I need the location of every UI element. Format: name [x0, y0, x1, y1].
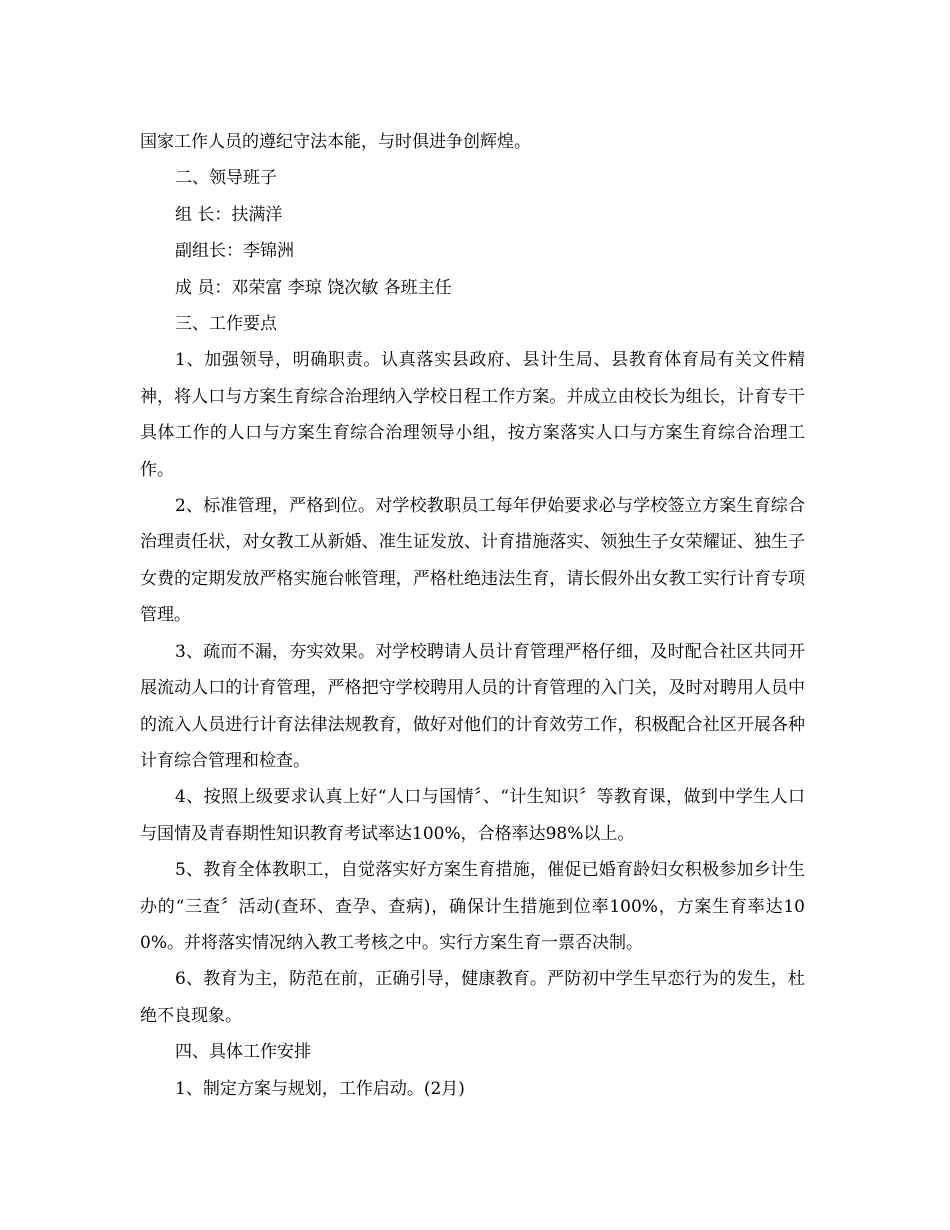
key-point-4: 4、按照上级要求认真上好“人口与国情〞、“计生知识〞等教育课，做到中学生人口与国情及青春期性知识教育考试率达100%，合格率达98%以上。: [140, 787, 805, 844]
key-point-5: 5、教育全体教职工，自觉落实好方案生育措施，催促已婚育龄妇女积极参加乡计生办的“三查〞活动(查环、查孕、查病)，确保计生措施到位率100%，方案生育率达100%。并将落实情况纳入教工考核之中。实行方案生育一票否决制。: [140, 860, 805, 953]
schedule-item-1: 1、制定方案与规划，工作启动。(2月): [175, 1078, 465, 1099]
key-point-6: 6、教育为主，防范在前，正确引导，健康教育。严防初中学生早恋行为的发生，杜绝不良现象。: [140, 969, 805, 1026]
section-heading-schedule: 四、具体工作安排: [175, 1042, 311, 1063]
key-point-2: 2、标准管理，严格到位。对学校教职员工每年伊始要求必与学校签立方案生育综合治理责任状，对女教工从新婚、准生证发放、计育措施落实、领独生子女荣耀证、独生子女费的定期发放严格实施台帐管理，严格杜绝违法生育，请长假外出女教工实行计育专项管理。: [140, 496, 805, 626]
members-line: 成 员：邓荣富 李琼 饶次敏 各班主任: [175, 277, 452, 298]
key-point-3: 3、疏而不漏，夯实效果。对学校聘请人员计育管理严格仔细，及时配合社区共同开展流动人口的计育管理，严格把守学校聘用人员的计育管理的入门关，及时对聘用人员中的流入人员进行计育法律法规教育，做好对他们的计育效劳工作，积极配合社区开展各种计育综合管理和检查。: [140, 641, 805, 771]
key-point-1: 1、加强领导，明确职责。认真落实县政府、县计生局、县教育体育局有关文件精神，将人口与方案生育综合治理纳入学校日程工作方案。并成立由校长为组长，计育专干具体工作的人口与方案生育综合治理领导小组，按方案落实人口与方案生育综合治理工作。: [140, 350, 805, 480]
paragraph-continuation: 国家工作人员的遵纪守法本能，与时俱进争创辉煌。: [140, 132, 531, 152]
leader-line: 组 长：扶满洋: [175, 204, 283, 225]
document-body: [140, 124, 805, 1107]
section-heading-leadership: 二、领导班子: [175, 168, 277, 189]
section-heading-key-points: 三、工作要点: [175, 314, 277, 335]
deputy-leader-line: 副组长：李锦洲: [175, 241, 294, 262]
